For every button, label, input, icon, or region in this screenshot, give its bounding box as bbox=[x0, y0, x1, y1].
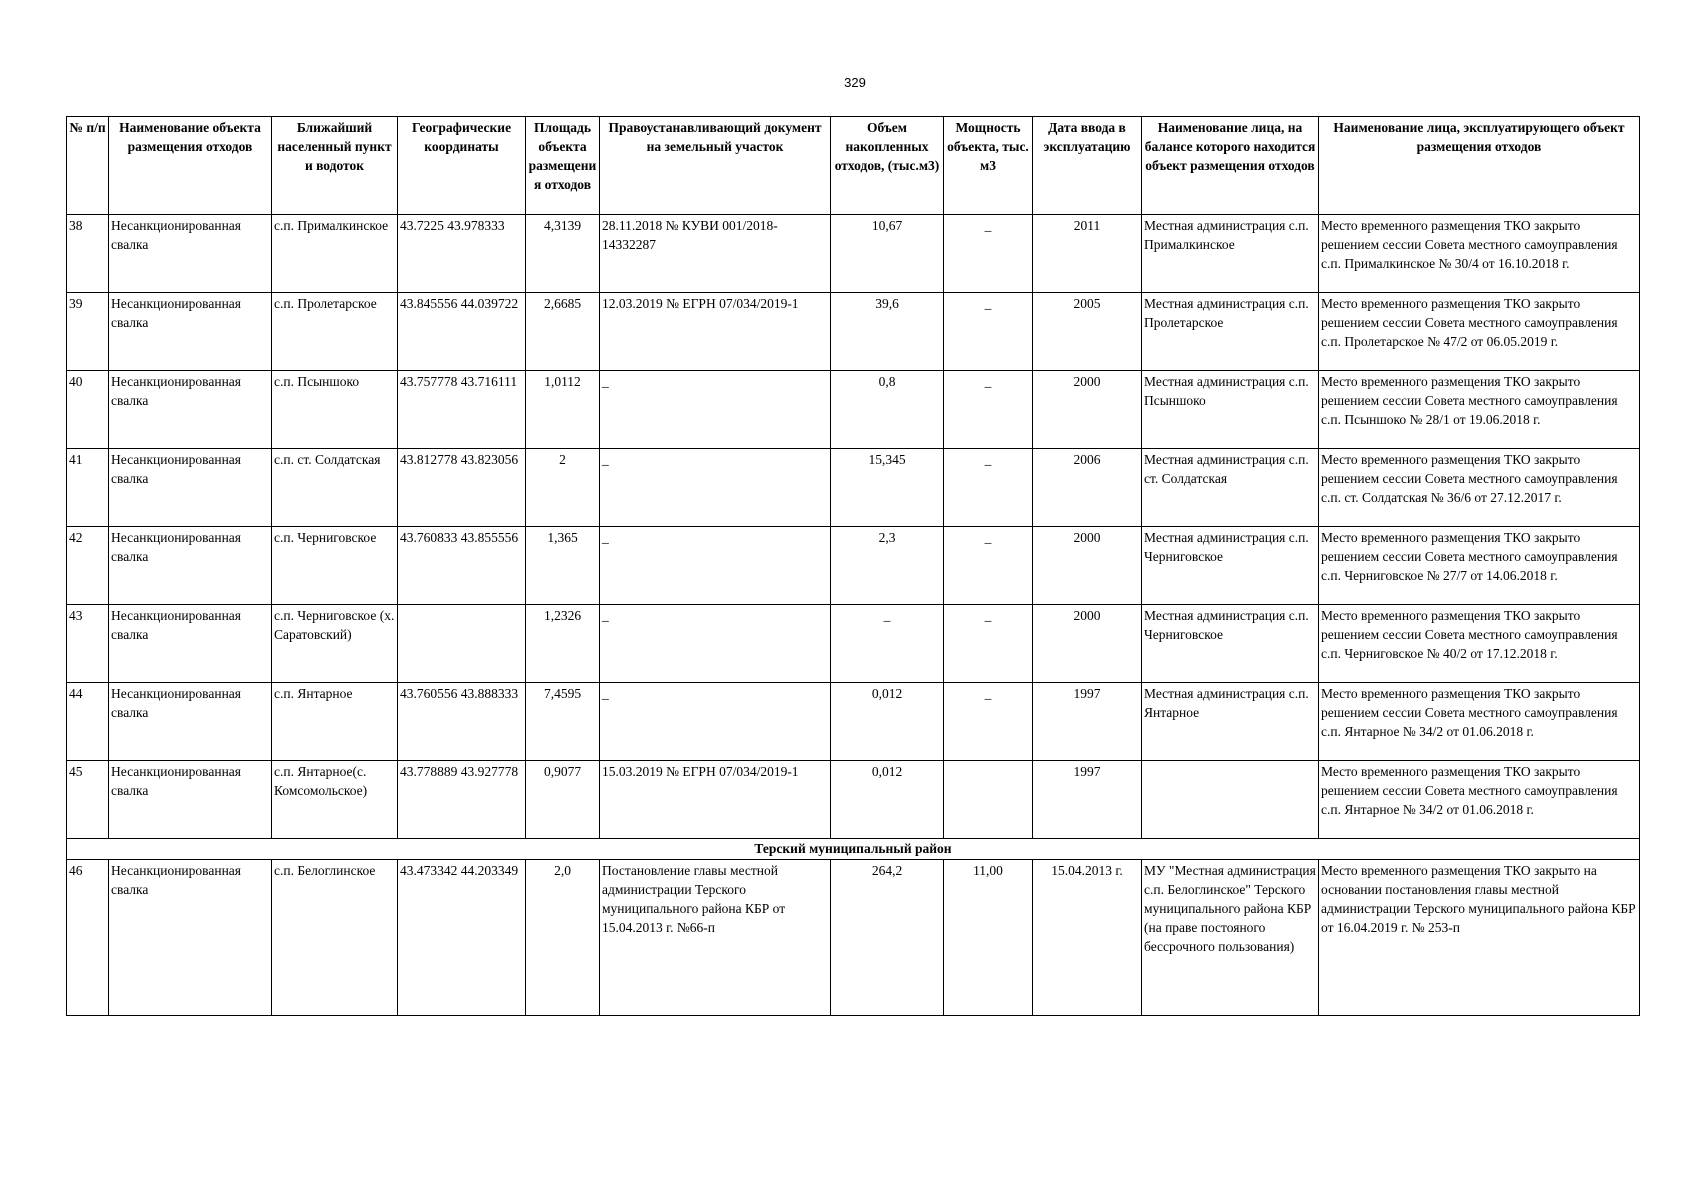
table-body bbox=[67, 215, 1640, 1016]
cell-name: Несанкционированная свалка bbox=[109, 371, 272, 449]
cell-owner: Местная администрация с.п. Псыншоко bbox=[1142, 371, 1319, 449]
table-row bbox=[67, 761, 1640, 839]
cell-name: Несанкционированная свалка bbox=[109, 449, 272, 527]
table-row bbox=[67, 293, 1640, 371]
cell-capacity: _ bbox=[944, 371, 1033, 449]
cell-owner: Местная администрация с.п. Черниговское bbox=[1142, 527, 1319, 605]
header-name: Наименование объекта размещения отходов bbox=[109, 117, 272, 215]
cell-operator: Место временного размещения ТКО закрыто решением сессии Совета местного самоуправления с.п. Пролетарское № 47/2 от 06.05.2019 г. bbox=[1319, 293, 1640, 371]
cell-coords: 43.760833 43.855556 bbox=[398, 527, 526, 605]
cell-capacity bbox=[944, 761, 1033, 839]
waste-sites-table bbox=[66, 116, 1640, 1016]
cell-coords: 43.812778 43.823056 bbox=[398, 449, 526, 527]
cell-date: 15.04.2013 г. bbox=[1033, 860, 1142, 1016]
cell-document: 28.11.2018 № КУВИ 001/2018-14332287 bbox=[600, 215, 831, 293]
cell-volume: 264,2 bbox=[831, 860, 944, 1016]
cell-capacity: _ bbox=[944, 293, 1033, 371]
header-owner: Наименование лица, на балансе которого находится объект размещения отходов bbox=[1142, 117, 1319, 215]
cell-volume: 39,6 bbox=[831, 293, 944, 371]
cell-document: _ bbox=[600, 605, 831, 683]
cell-date: 2000 bbox=[1033, 605, 1142, 683]
cell-area: 2 bbox=[526, 449, 600, 527]
header-operator: Наименование лица, эксплуатирующего объект размещения отходов bbox=[1319, 117, 1640, 215]
cell-settlement: с.п. Белоглинское bbox=[272, 860, 398, 1016]
cell-num: 44 bbox=[67, 683, 109, 761]
cell-area: 1,2326 bbox=[526, 605, 600, 683]
cell-coords: 43.473342 44.203349 bbox=[398, 860, 526, 1016]
cell-document: _ bbox=[600, 527, 831, 605]
cell-operator: Место временного размещения ТКО закрыто решением сессии Совета местного самоуправления с.п. Черниговское № 40/2 от 17.12.2018 г. bbox=[1319, 605, 1640, 683]
cell-num: 40 bbox=[67, 371, 109, 449]
header-document: Правоустанавливающий документ на земельный участок bbox=[600, 117, 831, 215]
cell-area: 2,0 bbox=[526, 860, 600, 1016]
cell-name: Несанкционированная свалка bbox=[109, 293, 272, 371]
table-row bbox=[67, 683, 1640, 761]
cell-num: 41 bbox=[67, 449, 109, 527]
cell-num: 45 bbox=[67, 761, 109, 839]
table-header-row bbox=[67, 117, 1640, 215]
cell-date: 2000 bbox=[1033, 527, 1142, 605]
cell-operator: Место временного размещения ТКО закрыто решением сессии Совета местного самоуправления с.п. Янтарное № 34/2 от 01.06.2018 г. bbox=[1319, 761, 1640, 839]
cell-volume: 15,345 bbox=[831, 449, 944, 527]
cell-name: Несанкционированная свалка bbox=[109, 683, 272, 761]
cell-name: Несанкционированная свалка bbox=[109, 761, 272, 839]
header-area: Площадь объекта размещения отходов bbox=[526, 117, 600, 215]
header-volume: Объем накопленных отходов, (тыс.м3) bbox=[831, 117, 944, 215]
section-title: Терский муниципальный район bbox=[67, 839, 1640, 860]
header-coords: Географические координаты bbox=[398, 117, 526, 215]
header-capacity: Мощность объекта, тыс. м3 bbox=[944, 117, 1033, 215]
cell-operator: Место временного размещения ТКО закрыто решением сессии Совета местного самоуправления с.п. Прималкинское № 30/4 от 16.10.2018 г. bbox=[1319, 215, 1640, 293]
cell-area: 7,4595 bbox=[526, 683, 600, 761]
cell-operator: Место временного размещения ТКО закрыто решением сессии Совета местного самоуправления с.п. Черниговское № 27/7 от 14.06.2018 г. bbox=[1319, 527, 1640, 605]
header-date: Дата ввода в эксплуатацию bbox=[1033, 117, 1142, 215]
cell-owner: Местная администрация с.п. Янтарное bbox=[1142, 683, 1319, 761]
cell-capacity: 11,00 bbox=[944, 860, 1033, 1016]
cell-document: 15.03.2019 № ЕГРН 07/034/2019-1 bbox=[600, 761, 831, 839]
cell-area: 1,365 bbox=[526, 527, 600, 605]
table-row bbox=[67, 449, 1640, 527]
cell-document: 12.03.2019 № ЕГРН 07/034/2019-1 bbox=[600, 293, 831, 371]
cell-volume: _ bbox=[831, 605, 944, 683]
cell-settlement: с.п. Черниговское bbox=[272, 527, 398, 605]
cell-settlement: с.п. Пролетарское bbox=[272, 293, 398, 371]
cell-capacity: _ bbox=[944, 215, 1033, 293]
cell-date: 2005 bbox=[1033, 293, 1142, 371]
cell-name: Несанкционированная свалка bbox=[109, 605, 272, 683]
cell-capacity: _ bbox=[944, 449, 1033, 527]
cell-owner: МУ "Местная администрация с.п. Белоглинское" Терского муниципального района КБР (на праве постояного бессрочного пользования) bbox=[1142, 860, 1319, 1016]
cell-capacity: _ bbox=[944, 605, 1033, 683]
cell-coords: 43.845556 44.039722 bbox=[398, 293, 526, 371]
cell-settlement: с.п. Черниговское (х. Саратовский) bbox=[272, 605, 398, 683]
cell-name: Несанкционированная свалка bbox=[109, 215, 272, 293]
cell-area: 1,0112 bbox=[526, 371, 600, 449]
cell-num: 39 bbox=[67, 293, 109, 371]
cell-volume: 2,3 bbox=[831, 527, 944, 605]
cell-owner: Местная администрация с.п. Пролетарское bbox=[1142, 293, 1319, 371]
cell-num: 38 bbox=[67, 215, 109, 293]
table-row bbox=[67, 371, 1640, 449]
cell-volume: 0,8 bbox=[831, 371, 944, 449]
cell-area: 0,9077 bbox=[526, 761, 600, 839]
cell-operator: Место временного размещения ТКО закрыто решением сессии Совета местного самоуправления с.п. ст. Солдатская № 36/6 от 27.12.2017 г. bbox=[1319, 449, 1640, 527]
cell-coords: 43.7225 43.978333 bbox=[398, 215, 526, 293]
cell-document: _ bbox=[600, 449, 831, 527]
cell-document: _ bbox=[600, 371, 831, 449]
cell-operator: Место временного размещения ТКО закрыто на основании постановления главы местной администрации Терского муниципального района КБР от 16.04.2019 г. № 253-п bbox=[1319, 860, 1640, 1016]
cell-volume: 10,67 bbox=[831, 215, 944, 293]
cell-operator: Место временного размещения ТКО закрыто решением сессии Совета местного самоуправления с.п. Янтарное № 34/2 от 01.06.2018 г. bbox=[1319, 683, 1640, 761]
cell-num: 42 bbox=[67, 527, 109, 605]
cell-settlement: с.п. Янтарное bbox=[272, 683, 398, 761]
cell-date: 2011 bbox=[1033, 215, 1142, 293]
cell-settlement: с.п. Прималкинское bbox=[272, 215, 398, 293]
cell-num: 43 bbox=[67, 605, 109, 683]
table-row bbox=[67, 527, 1640, 605]
cell-settlement: с.п. Псыншоко bbox=[272, 371, 398, 449]
cell-owner: Местная администрация с.п. Черниговское bbox=[1142, 605, 1319, 683]
cell-capacity: _ bbox=[944, 527, 1033, 605]
section-row bbox=[67, 839, 1640, 860]
cell-operator: Место временного размещения ТКО закрыто решением сессии Совета местного самоуправления с.п. Псыншоко № 28/1 от 19.06.2018 г. bbox=[1319, 371, 1640, 449]
cell-document: _ bbox=[600, 683, 831, 761]
cell-date: 2006 bbox=[1033, 449, 1142, 527]
cell-settlement: с.п. Янтарное(с. Комсомольское) bbox=[272, 761, 398, 839]
cell-date: 2000 bbox=[1033, 371, 1142, 449]
cell-document: Постановление главы местной администрации Терского муниципального района КБР от 15.04.2013 г. №66-п bbox=[600, 860, 831, 1016]
cell-coords: 43.757778 43.716111 bbox=[398, 371, 526, 449]
cell-owner: Местная администрация с.п. Прималкинское bbox=[1142, 215, 1319, 293]
cell-date: 1997 bbox=[1033, 761, 1142, 839]
cell-date: 1997 bbox=[1033, 683, 1142, 761]
cell-coords: 43.778889 43.927778 bbox=[398, 761, 526, 839]
cell-volume: 0,012 bbox=[831, 761, 944, 839]
cell-capacity: _ bbox=[944, 683, 1033, 761]
cell-coords bbox=[398, 605, 526, 683]
cell-owner: Местная администрация с.п. ст. Солдатская bbox=[1142, 449, 1319, 527]
cell-owner bbox=[1142, 761, 1319, 839]
cell-area: 4,3139 bbox=[526, 215, 600, 293]
cell-settlement: с.п. ст. Солдатская bbox=[272, 449, 398, 527]
header-settlement: Ближайший населенный пункт и водоток bbox=[272, 117, 398, 215]
cell-area: 2,6685 bbox=[526, 293, 600, 371]
cell-name: Несанкционированная свалка bbox=[109, 527, 272, 605]
table-row bbox=[67, 215, 1640, 293]
cell-coords: 43.760556 43.888333 bbox=[398, 683, 526, 761]
cell-volume: 0,012 bbox=[831, 683, 944, 761]
page-number: 329 bbox=[844, 75, 866, 90]
cell-name: Несанкционированная свалка bbox=[109, 860, 272, 1016]
table-row bbox=[67, 860, 1640, 1016]
header-num: № п/п bbox=[67, 117, 109, 215]
cell-num: 46 bbox=[67, 860, 109, 1016]
table-row bbox=[67, 605, 1640, 683]
